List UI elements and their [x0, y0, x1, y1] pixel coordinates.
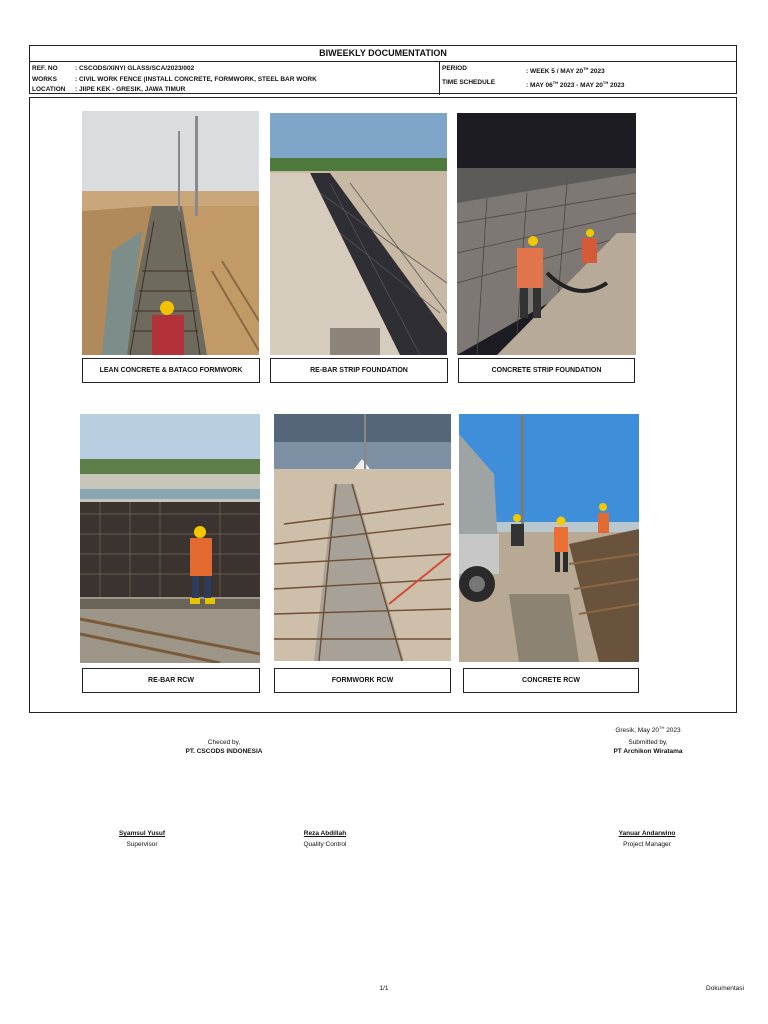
photo-concrete-strip — [457, 113, 636, 355]
photo-concrete-rcw — [459, 414, 639, 662]
header-info-left — [30, 62, 440, 95]
photo-formwork-rcw — [274, 414, 451, 661]
schedule-label: TIME SCHEDULE — [442, 78, 496, 86]
location-label: LOCATION — [32, 86, 66, 93]
location-value: : JIIPE KEK - GRESIK, JAWA TIMUR — [75, 86, 186, 93]
document-title: BIWEEKLY DOCUMENTATION — [30, 46, 736, 62]
signatory-supervisor-role: Supervisor — [126, 841, 158, 848]
caption-lean-concrete: LEAN CONCRETE & BATACO FORMWORK — [82, 358, 260, 383]
checked-by-label: Checed by, — [207, 739, 241, 746]
submitted-by-label: Submitted by, — [628, 739, 668, 746]
works-label: WORKS — [32, 75, 57, 83]
document-header — [29, 45, 737, 94]
photo-lean-concrete — [82, 111, 259, 355]
works-value: : CIVIL WORK FENCE (INSTALL CONCRETE, FORMWORK, STEEL BAR WORK — [75, 75, 317, 83]
sheet-name: Dokumentasi — [706, 985, 744, 992]
caption-concrete-rcw: CONCRETE RCW — [463, 668, 639, 693]
signatory-pm-name: Yanuar Andarwino — [618, 830, 676, 837]
location-row — [32, 85, 439, 96]
caption-rebar-strip: RE-BAR STRIP FOUNDATION — [270, 358, 448, 383]
schedule-value: : MAY 06TH 2023 - MAY 20TH 2023 — [526, 79, 625, 89]
signatory-qc-name: Reza Abdillah — [303, 830, 347, 837]
header-info-right — [440, 62, 736, 95]
submitted-by-company: PT Archikon Wiratama — [613, 748, 683, 755]
ref-row — [32, 64, 439, 75]
photo-rebar-rcw — [80, 414, 260, 663]
signatory-pm-role: Project Manager — [623, 841, 671, 848]
place-date: Gresik, May 20TH 2023 — [615, 725, 681, 735]
ref-label: REF. NO — [32, 65, 58, 72]
period-label: PERIOD — [442, 65, 467, 72]
header-info — [30, 62, 736, 95]
caption-rebar-rcw: RE-BAR RCW — [82, 668, 260, 693]
page-number: 1/1 — [379, 985, 389, 992]
period-value: : WEEK 5 / MAY 20TH 2023 — [526, 66, 605, 76]
signatory-qc-role: Quality Control — [303, 841, 347, 848]
period-row — [442, 64, 736, 78]
works-row — [32, 75, 439, 86]
ref-value: : CSCODS/XINYI GLASS/SCA/2023/002 — [75, 65, 195, 72]
caption-concrete-strip: CONCRETE STRIP FOUNDATION — [458, 358, 635, 383]
signatory-supervisor-name: Syamsul Yusuf — [118, 830, 166, 837]
schedule-row — [442, 78, 736, 92]
caption-formwork-rcw: FORMWORK RCW — [274, 668, 451, 693]
photo-rebar-strip — [270, 113, 447, 355]
checked-by-company: PT. CSCODS INDONESIA — [185, 748, 263, 755]
